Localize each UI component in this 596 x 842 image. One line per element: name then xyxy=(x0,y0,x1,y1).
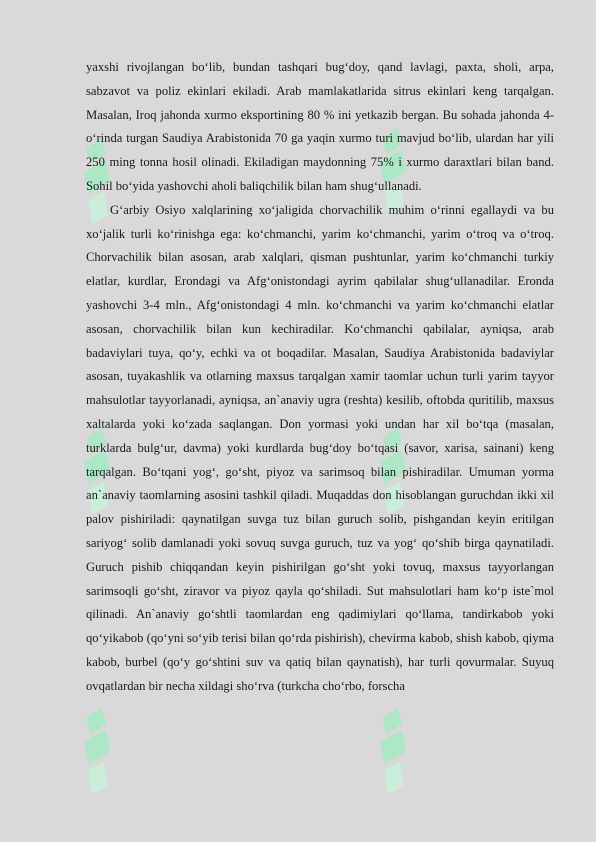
watermark-icon xyxy=(372,700,418,800)
paragraph: yaxshi rivojlangan bo‘lib, bundan tashqari bug‘doy, qand lavlagi, paxta, sholi, arpa, sabzavot va poliz ekinlari ekiladi. Arab mamlakatlarida sitrus ekinlari keng tarqalgan. Masalan, Iroq jahonda xurmo eksportining 80 % ini yetkazib bergan. Bu sohada jahonda 4-o‘rinda turgan Saudiya Arabistonida 70 ga yaqin xurmo turi mavjud bo‘lib, ulardan har yili 250 ming tonna hosil olinadi. Ekiladigan maydonning 75% i xurmo daraxtlari bilan band. Sohil bo‘yida yashovchi aholi baliqchilik bilan ham shug‘ullanadi. xyxy=(86,60,554,193)
watermark-icon xyxy=(76,700,122,800)
body-text xyxy=(86,56,554,699)
paragraph: G‘arbiy Osiyo xalqlarining xo‘jaligida chorvachilik muhim o‘rinni egallaydi va bu xo‘jalik turli ko‘rinishga ega: ko‘chmanchi, yarim ko‘chmanchi, yarim o‘troq va o‘troq. Chorvachilik bilan asosan, arab xalqlari, qisman pushtunlar, yarim ko‘chmanchi turkiy elatlar, kurdlar, Erondagi va Afg‘onistondagi ayrim qabilalar shug‘ullanadilar. Eronda yashovchi 3-4 mln., Afg‘onistondagi 4 mln. ko‘chmanchi va yarim ko‘chmanchi elatlar asosan, chorvachilik bilan kun kechiradilar. Ko‘chmanchi qabilalar, ayniqsa, arab badaviylari tuya, qo‘y, echki va ot boqadilar. Masalan, Saudiya Arabistonida badaviylar asosan, tuyakashlik va otlarning maxsus tarqalgan xamir taomlar uchun turli yarim tayyor mahsulotlar tayyorlanadi, ayniqsa, an`anaviy ugra (reshta) kesilib, oftobda quritilib, maxsus xaltalarda yoki ko‘zada saqlangan. Don yormasi yoki undan har xil bo‘tqa (masalan, turklarda bulg‘ur, davma) yoki kurdlarda bug‘doy bo‘tqasi (savor, xarisa, sainani) keng tarqalgan. Bo‘tqani yog‘, go‘sht, piyoz va sarimsoq bilan pishiradilar. Umuman yorma an`anaviy taomlarning asosini tashkil qiladi. Muqaddas don hisoblangan guruchdan ikki xil palov pishiriladi: qaynatilgan suvga tuz bilan guruch solib, pishgandan keyin eritilgan sariyog‘ solib damlanadi yoki sovuq suvga guruch, tuz va yog‘ qo‘shib birga qaynatiladi. Guruch pishib chiqqandan keyin pishirilgan go‘sht yoki tovuq, maxsus tayyorlangan sarimsoqli go‘sht, ziravor va piyoz qayla qo‘shiladi. Sut mahsulotlari ham ko‘p iste`mol qilinadi. An`anaviy go‘shtli taomlardan eng qadimiylari qo‘llama, tandirkabob yoki qo‘yikabob (qo‘yni so‘yib terisi bilan qo‘rda pishirish), chevirma kabob, shish kabob, qiyma kabob, burbel (qo‘y go‘shtini suv va qatiq bilan qaynatish), har turli qovurmalar. Suyuq ovqatlardan bir necha xildagi sho‘rva (turkcha cho‘rbo, forscha xyxy=(86,202,554,693)
